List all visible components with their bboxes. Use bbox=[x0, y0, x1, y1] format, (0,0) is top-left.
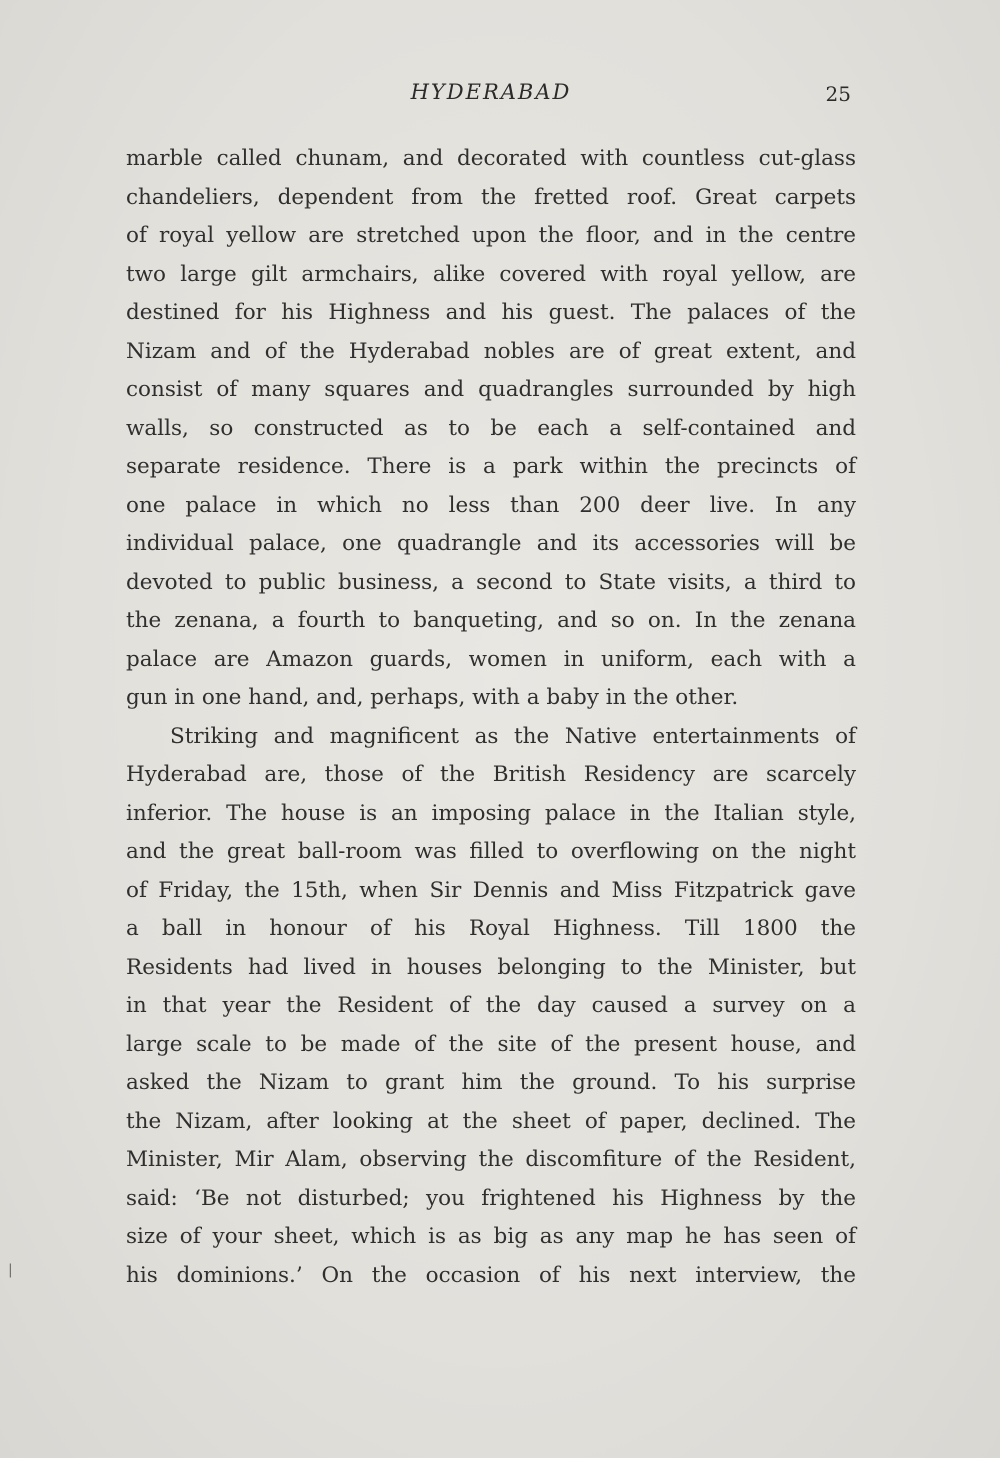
text-line: separate residence. There is a park within the precincts of bbox=[126, 454, 856, 479]
text-line: size of your sheet, which is as big as any map he has seen of bbox=[126, 1224, 856, 1249]
text-line: chandeliers, dependent from the fretted roof. Great carpets bbox=[126, 184, 856, 210]
text-line: Minister, Mir Alam, observing the discomfiture of the Resident, bbox=[126, 1147, 856, 1172]
text-line: consist of many squares and quadrangles surrounded by high bbox=[126, 377, 856, 402]
text-line: Nizam and of the Hyderabad nobles are of great extent, and bbox=[126, 338, 856, 364]
text-line: his dominions.’ On the occasion of his next interview, the bbox=[126, 1262, 856, 1288]
text-line: asked the Nizam to grant him the ground. To his surprise bbox=[126, 1070, 856, 1095]
text-line: walls, so constructed as to be each a self-contained and bbox=[126, 415, 856, 441]
text-line: large scale to be made of the site of the present house, and bbox=[126, 1031, 856, 1057]
text-line: the Nizam, after looking at the sheet of paper, declined. The bbox=[126, 1108, 856, 1134]
text-line: of royal yellow are stretched upon the floor, and in the centre bbox=[126, 223, 856, 248]
text-line: and the great ball-room was filled to overflowing on the night bbox=[126, 839, 856, 864]
text-line: one palace in which no less than 200 deer live. In any bbox=[126, 492, 856, 518]
text-line: Hyderabad are, those of the British Residency are scarcely bbox=[126, 762, 856, 787]
page-number: 25 bbox=[825, 82, 851, 106]
text-line: gun in one hand, and, perhaps, with a baby in the other. bbox=[126, 685, 739, 710]
text-line: of Friday, the 15th, when Sir Dennis and Miss Fitzpatrick gave bbox=[126, 877, 856, 903]
text-line: palace are Amazon guards, women in uniform, each with a bbox=[126, 646, 856, 672]
paragraph bbox=[126, 718, 856, 1296]
text-line: a ball in honour of his Royal Highness. Till 1800 the bbox=[126, 916, 856, 941]
text-line: two large gilt armchairs, alike covered with royal yellow, are bbox=[126, 261, 856, 287]
paragraph bbox=[126, 140, 856, 718]
text-line: devoted to public business, a second to State visits, a third to bbox=[126, 569, 856, 595]
text-line: individual palace, one quadrangle and its accessories will be bbox=[126, 531, 856, 556]
body-text bbox=[126, 140, 856, 1295]
text-line: marble called chunam, and decorated with countless cut-glass bbox=[126, 146, 856, 171]
text-line: destined for his Highness and his guest. The palaces of the bbox=[126, 300, 856, 325]
text-line: inferior. The house is an imposing palace in the Italian style, bbox=[126, 800, 856, 826]
margin-mark: | bbox=[8, 1262, 13, 1278]
running-head: HYDERABAD bbox=[410, 80, 572, 104]
text-line: Residents had lived in houses belonging to the Minister, but bbox=[126, 954, 856, 980]
text-line: in that year the Resident of the day caused a survey on a bbox=[126, 993, 856, 1018]
text-line: Striking and magnificent as the Native entertainments of bbox=[170, 723, 856, 749]
page-header bbox=[125, 80, 857, 110]
text-line: said: ‘Be not disturbed; you frightened his Highness by the bbox=[126, 1185, 856, 1211]
text-line: the zenana, a fourth to banqueting, and so on. In the zenana bbox=[126, 608, 856, 633]
